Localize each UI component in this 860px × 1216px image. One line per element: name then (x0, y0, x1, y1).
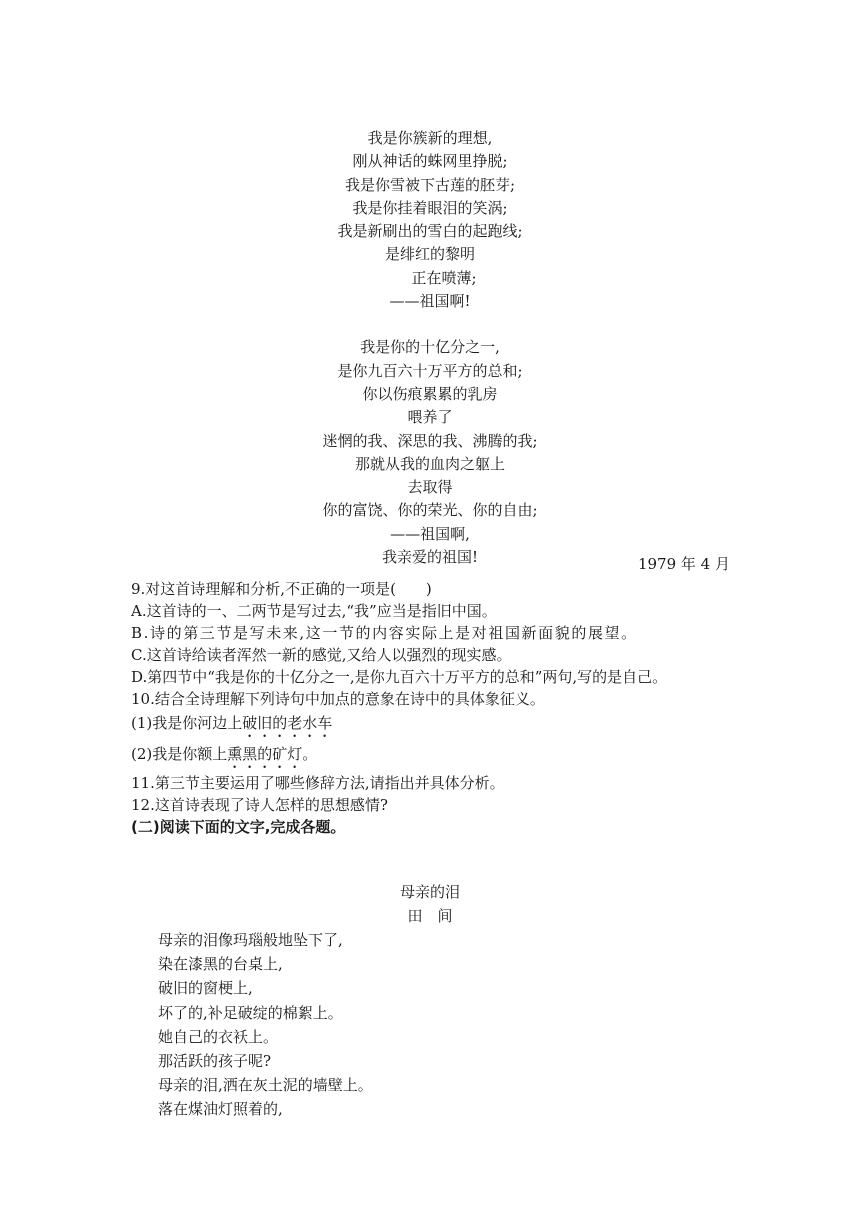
poem-line: ——祖国啊, (390, 524, 470, 543)
item-text: (2)我是你额上 (131, 745, 228, 763)
poem-line: 刚从神话的蛛网里挣脱; (352, 152, 508, 171)
poem-line: 染在漆黑的台桌上, (158, 955, 283, 974)
poem-line: 破旧的窗梗上, (158, 979, 253, 998)
item-text: (1)我是你河边上 (131, 714, 243, 732)
poem-line: 我是你雪被下古莲的胚芽; (344, 175, 516, 194)
question-10-item-2 (131, 741, 731, 772)
poem-line: 我亲爱的祖国! (381, 548, 479, 567)
poem-line: 迷惘的我、深思的我、沸腾的我; (322, 431, 538, 450)
poem-line: 落在煤油灯照着的, (158, 1100, 283, 1119)
questions (131, 578, 731, 838)
section-heading: (二)阅读下面的文字,完成各题。 (131, 818, 346, 836)
dotted-image-text: 破旧的老水车 (242, 714, 333, 732)
poem2-author: 田 间 (407, 907, 453, 925)
poem-date: 1979 年 4 月 (637, 555, 730, 573)
poem-line: 我是你挂着眼泪的笑涡; (352, 198, 508, 217)
poem-line: 是你九百六十万平方的总和; (337, 361, 523, 380)
poem-line: 坏了的,补足破绽的棉絮上。 (158, 1003, 343, 1022)
option-c: C.这首诗给读者浑然一新的感觉,又给人以强烈的现实感。 (131, 646, 512, 664)
poem-line: 那就从我的血肉之躯上 (354, 454, 505, 473)
question-12: 12.这首诗表现了诗人怎样的思想感情? (131, 796, 388, 814)
stanza-gap (0, 313, 860, 336)
poem-line: ——祖国啊! (389, 292, 471, 311)
dotted-image-text: 熏黑的矿灯 (227, 745, 303, 763)
question-11: 11.第三节主要运用了哪些修辞方法,请指出并具体分析。 (131, 774, 505, 792)
option-d: D.第四节中“我是你的十亿分之一,是你九百六十万平方的总和”两句,写的是自己。 (131, 668, 668, 686)
poem-bottom (158, 928, 373, 1122)
item-text: 。 (302, 745, 318, 763)
poem-line: 她自己的衣袄上。 (158, 1027, 279, 1046)
poem-line: 是绯红的黎明 (384, 245, 475, 264)
poem-line: 正在喷薄; (411, 268, 477, 287)
option-a: A.这首诗的一、二两节是写过去,“我”应当是指旧中国。 (131, 602, 497, 620)
poem-line: 母亲的泪像玛瑙般地坠下了, (158, 931, 343, 949)
poem-line: 我是新刷出的雪白的起跑线; (337, 222, 523, 241)
poem2-title: 母亲的泪 (399, 883, 460, 901)
poem-line: 你以伤痕累累的乳房 (362, 384, 498, 403)
option-b: B.诗的第三节是写未来,这一节的内容实际上是对祖国新面貌的展望。 (131, 624, 638, 642)
poem-line: 我是你簇新的理想, (367, 129, 493, 147)
question-9: 9.对这首诗理解和分析,不正确的一项是( ) (131, 580, 432, 598)
poem-line: 母亲的泪,洒在灰土泥的墙壁上。 (158, 1076, 373, 1095)
poem-line: 那活跃的孩子呢? (158, 1052, 272, 1071)
question-10: 10.结合全诗理解下列诗句中加点的意象在诗中的具体象征义。 (131, 690, 545, 708)
poem-line: 喂养了 (407, 408, 453, 427)
poem-top (0, 127, 860, 569)
poem-line: 去取得 (407, 478, 453, 497)
poem-line: 我是你的十亿分之一, (360, 338, 500, 357)
question-10-item-1 (131, 710, 731, 741)
poem-line: 你的富饶、你的荣光、你的自由; (322, 501, 538, 520)
